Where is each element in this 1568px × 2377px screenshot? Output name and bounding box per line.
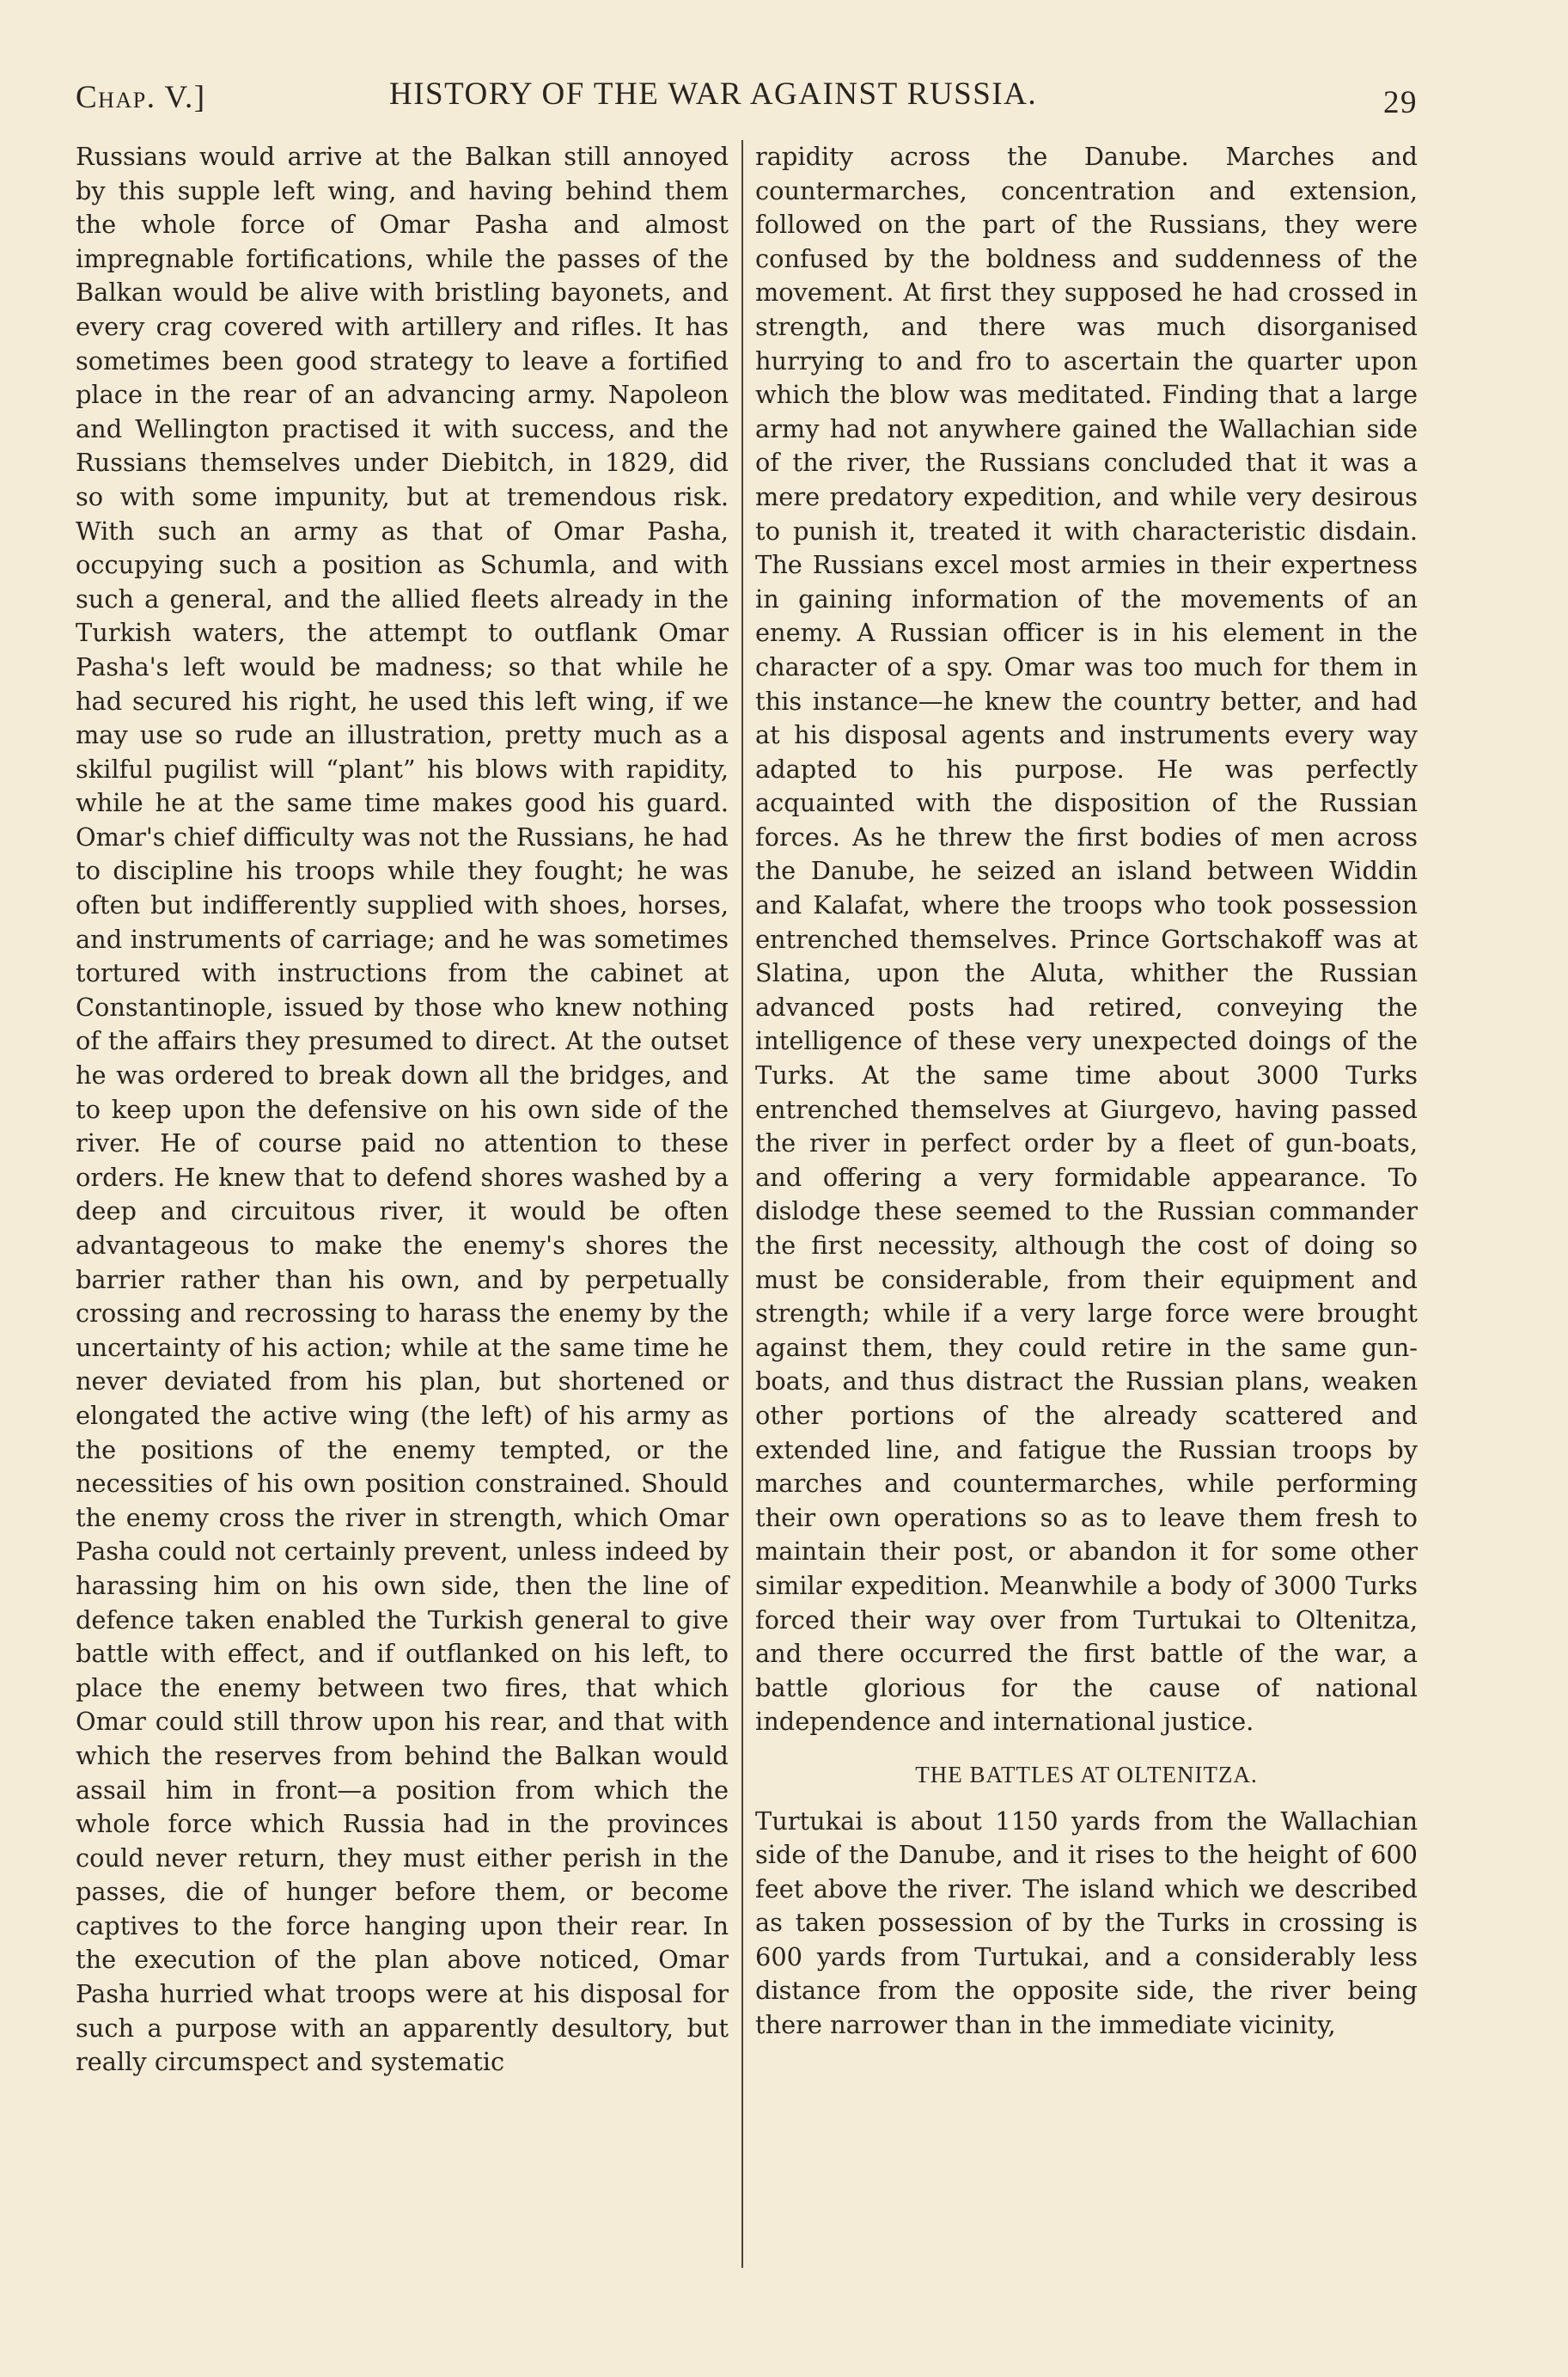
right-column-paragraph-1: rapidity across the Danube. Marches and countermarches, concentration and extension, followed on the part of the Russians, they were confused by the boldness and suddenness of the movement. At first they supposed he had crossed in strength, and there was much disorganised hurrying to and fro to ascertain the quarter upon which the blow was meditated. Finding that a large army had not anywhere gained the Wallachian side of the river, the Russians concluded that it was a mere predatory expedition, and while very desirous to punish it, treated it with characteristic disdain. The Russians excel most armies in their expertness in gaining information of the movements of an enemy. A Russian officer is in his element in the character of a spy. Omar was too much for them in this instance—he knew the country better, and had at his disposal agents and instruments every way adapted to his purpose. He was perfectly acquainted with the disposition of the Russian forces. As he threw the first bodies of men across the Danube, he seized an island between Widdin and Kalafat, where the troops who took possession entrenched themselves. Prince Gortschakoff was at Slatina, upon the Aluta, whither the Russian advanced posts had retired, conveying the intelligence of these very unexpected doings of the Turks. At the same time about 3000 Turks entrenched themselves at Giurgevo, having passed the river in perfect order by a fleet of gun-boats, and offering a very formidable appearance. To dislodge these seemed to the Russian commander the first necessity, although the cost of doing so must be considerable, from their equipment and strength; while if a very large force were brought against them, they could retire in the same gun-boats, and thus distract the Russian plans, weaken other portions of the already scattered and extended line, and fatigue the Russian troops by marches and countermarches, while performing their own operations so as to leave them fresh to maintain their post, or abandon it for some other similar expedition. Meanwhile a body of 3000 Turks forced their way over from Turtukai to Oltenitza, and there occurred the first battle of the war, a battle glorious for the cause of national independence and international justice. [755,142,1418,1737]
left-column-paragraph: Russians would arrive at the Balkan still annoyed by this supple left wing, and having behind them the whole force of Omar Pasha and almost impregnable fortifications, while the passes of the Balkan would be alive with bristling bayonets, and every crag covered with artillery and rifles. It has sometimes been good strategy to leave a fortified place in the rear of an advancing army. Napoleon and Wellington practised it with success, and the Russians themselves under Diebitch, in 1829, did so with some impunity, but at tremendous risk. With such an army as that of Omar Pasha, occupying such a position as Schumla, and with such a general, and the allied fleets already in the Turkish waters, the attempt to outflank Omar Pasha's left would be madness; so that while he had secured his right, he used this left wing, if we may use so rude an illustration, pretty much as a skilful pugilist will “plant” his blows with rapidity, while he at the same time makes good his guard. Omar's chief difficulty was not the Russians, he had to discipline his troops while they fought; he was often but indifferently supplied with shoes, horses, and instruments of carriage; and he was sometimes tortured with instructions from the cabinet at Constantinople, issued by those who knew nothing of the affairs they presumed to direct. At the outset he was ordered to break down all the bridges, and to keep upon the defensive on his own side of the river. He of course paid no attention to these orders. He knew that to defend shores washed by a deep and circuitous river, it would be often advantageous to make the enemy's shores the barrier rather than his own, and by perpetually crossing and recrossing to harass the enemy by the uncertainty of his action; while at the same time he never deviated from his plan, but shortened or elongated the active wing (the left) of his army as the positions of the enemy tempted, or the necessities of his own position constrained. Should the enemy cross the river in strength, which Omar Pasha could not certainly prevent, unless indeed by harassing him on his own side, then the line of defence taken enabled the Turkish general to give battle with effect, and if outflanked on his left, to place the enemy between two fires, that which Omar could still throw upon his rear, and that with which the reserves from behind the Balkan would assail him in front—a position from which the whole force which Russia had in the provinces could never return, they must either perish in the passes, die of hunger before them, or become captives to the force hanging upon their rear. In the execution of the plan above noticed, Omar Pasha hurried what troops were at his disposal for such a purpose with an apparently desultory, but really circumspect and systematic [76,142,729,2077]
left-column [76,140,729,2264]
chapter-label: Chap. V.] [76,80,206,115]
column-divider [741,140,743,2268]
section-heading: THE BATTLES AT OLTENITZA. [915,1761,1258,1787]
running-head [76,69,1418,120]
right-column-paragraph-2: Turtukai is about 1150 yards from the Wallachian side of the Danube, and it rises to the height of 600 feet above the river. The island which we described as taken possession of by the Turks in crossing is 600 yards from Turtukai, and a considerably less distance from the opposite side, the river being there narrower than in the immediate vicinity, [755,1806,1418,2040]
running-title: HISTORY OF THE WAR AGAINST RUSSIA. [389,76,1038,112]
page-number: 29 [1383,85,1418,120]
right-column [755,140,1418,2288]
